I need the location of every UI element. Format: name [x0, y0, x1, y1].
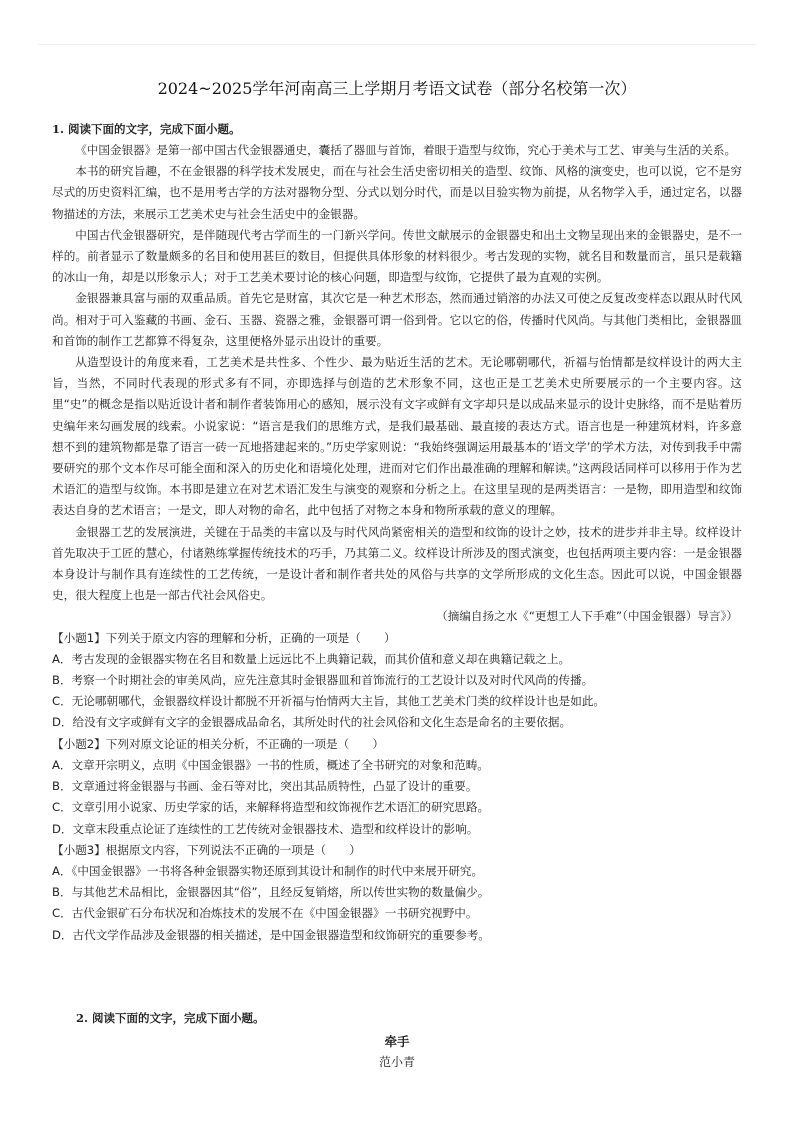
option-a: A．文章开宗明义，点明《中国金银器》一书的性质，概述了全书研究的对象和范畴。	[52, 757, 489, 772]
option-b: B．考察一个时期社会的审美风尚，应先注意其时金银器皿和首饰流行的工艺设计以及对时代风尚的传播。	[52, 673, 594, 688]
subquestion-1	[52, 628, 742, 734]
option-b: B．与其他艺术品相比，金银器因其“俗”，且经反复销熔，所以传世实物的数量偏少。	[52, 885, 490, 900]
passage-paragraph: 中国古代金银器研究，是伴随现代考古学而生的一门新兴学问。传世文献展示的金银器史和出土文物呈现出来的金银器史，是不一样的。前者显示了数量颇多的名目和使用甚巨的数目，但提供具体形象的材料很少。考古发现的实物，就名目和数量而言，虽只是载籍的冰山一角，却是以形象示人；对于工艺美术要讨论的核心问题，即造型与纹饰，它提供了最为直观的实例。	[52, 227, 742, 285]
passage-paragraph: 金银器工艺的发展演进，关键在于品类的丰富以及与时代风尚紧密相关的造型和纹饰的设计之妙，技术的进步并非主导。纹样设计首先取决于工匠的慧心，付诸熟练掌握传统技术的巧手，乃其第二义。纹样设计所涉及的图式演变，也包括两项主要内容：一是金银器本身设计与制作具有连续性的工艺传统，一是设计者和制作者共处的风俗与共享的文学所形成的文化生态。因此可以说，中国金银器史，很大程度上也是一部古代社会风俗史。	[52, 524, 742, 603]
option-d: D．古代文学作品涉及金银器的相关描述，是中国金银器造型和纹饰研究的重要参考。	[52, 927, 490, 942]
question-2-heading: 2. 阅读下面的文字，完成下面小题。	[76, 1011, 265, 1025]
subquestion-3	[52, 840, 742, 946]
passage-paragraph: 《中国金银器》是第一部中国古代金银器通史，囊括了器皿与首饰，着眼于造型与纹饰，究心于美术与工艺、审美与生活的关系。	[75, 143, 737, 157]
passage-paragraph: 从造型设计的角度来看，工艺美术是共性多、个性少、最为贴近生活的艺术。无论哪朝哪代，祈福与怡情都是纹样设计的两大主旨，当然，不同时代表现的形式多有不同，亦即选择与创造的艺术形象不同，这也正是工艺美术史所要展示的一个主要内容。这里“史”的概念是指以贴近设计者和制作者装饰用心的感知，展示没有文字或鲜有文字却只是以成品来显示的设计史脉络，而不是贴着历史编年来勾画发展的线索。小说家说：“语言是我们的思维方式，是我们最基础、最直接的表达方式。语言也是一种建筑材料，许多意想不到的建筑物都是靠了语言一砖一瓦地搭建起来的。”历史学家则说：“我始终强调运用最基本的‘语文学’的学术方法，对传到我手中需要研究的那个文本作尽可能全面和深入的历史化和语境化处理，进而对它们作出最准确的理解和解读。”这两段话同样可以移用于作为艺术语汇的造型与纹饰。本书即是建立在对艺术语汇发生与演变的观察和分析之上。在这里呈现的是两类语言：一是物，即用造型和纹饰表达自身的艺术语言；一是文，即人对物的命名，此中包括了对物之本身和物所承载的意义的理解。	[52, 355, 742, 518]
option-c: C．文章引用小说家、历史学家的话，来解释将造型和纹饰视作艺术语汇的研究思路。	[52, 800, 490, 815]
question-1-heading: 1. 阅读下面的文字，完成下面小题。	[52, 122, 241, 136]
option-d: D．给没有文字或鲜有文字的金银器成品命名，其所处时代的社会风俗和文化生态是命名的主要依据。	[52, 715, 572, 730]
option-a: A．考古发现的金银器实物在名目和数量上远远比不上典籍记载，而其价值和意义却在典籍记载之上。	[52, 651, 571, 666]
header-divider	[38, 44, 756, 45]
passage-source: （摘编自扬之水《“更想工人下手难”（中国金银器）导言》）	[436, 609, 738, 624]
subquestion-stem: 【小题3】根据原文内容，下列说法不正确的一项是（ ）	[52, 842, 361, 857]
subquestion-stem: 【小题1】下列关于原文内容的理解和分析，正确的一项是（ ）	[52, 630, 396, 645]
option-d: D．文章末段重点论证了连续性的工艺传统对金银器技术、造型和纹样设计的影响。	[52, 821, 479, 836]
subquestion-2	[52, 734, 742, 840]
subquestion-stem: 【小题2】下列对原文论证的相关分析，不正确的一项是（ ）	[52, 736, 385, 751]
option-a: A．《中国金银器》一书将各种金银器实物还原到其设计和制作的时代中来展开研究。	[52, 863, 484, 878]
question-1	[52, 118, 742, 946]
option-b: B．文章通过将金银器与书画、金石等对比，突出其品质特性，凸显了设计的重要。	[52, 779, 478, 794]
option-c: C．古代金银矿石分布状况和冶炼技术的发展不在《中国金银器》一书研究视野中。	[52, 906, 478, 921]
story-author: 范小青	[378, 1055, 415, 1069]
passage-paragraph: 金银器兼具富与丽的双重品质。首先它是财富，其次它是一种艺术形态，然而通过销溶的办法又可使之反复改变样态以跟从时代风尚。相对于可入鉴藏的书画、金石、玉器、瓷器之雅，金银器可谓一俗到骨。它以它的俗，传播时代风尚。与其他门类相比，金银器皿和首饰的制作工艺都算不得复杂，这里便格外显示出设计的重要。	[52, 291, 742, 348]
option-c: C．无论哪朝哪代，金银器纹样设计都脱不开祈福与怡情两大主旨，其他工艺美术门类的纹样设计也是如此。	[52, 694, 606, 709]
story-title: 牵手	[384, 1034, 410, 1049]
page-title: 2024~2025学年河南高三上学期月考语文试卷（部分名校第一次）	[157, 79, 637, 98]
passage-paragraph: 本书的研究旨趣，不在金银器的科学技术发展史，而在与社会生活史密切相关的造型、纹饰、风格的演变史，也可以说，它不是穷尽式的历史资料汇编，也不是用考古学的方法对器物分型、分式以划分时代，而是以目验实物为前提，从名物学入手，通过定名，以器物描述的方法，来展示工艺美术史与社会生活史中的金银器。	[52, 164, 742, 221]
